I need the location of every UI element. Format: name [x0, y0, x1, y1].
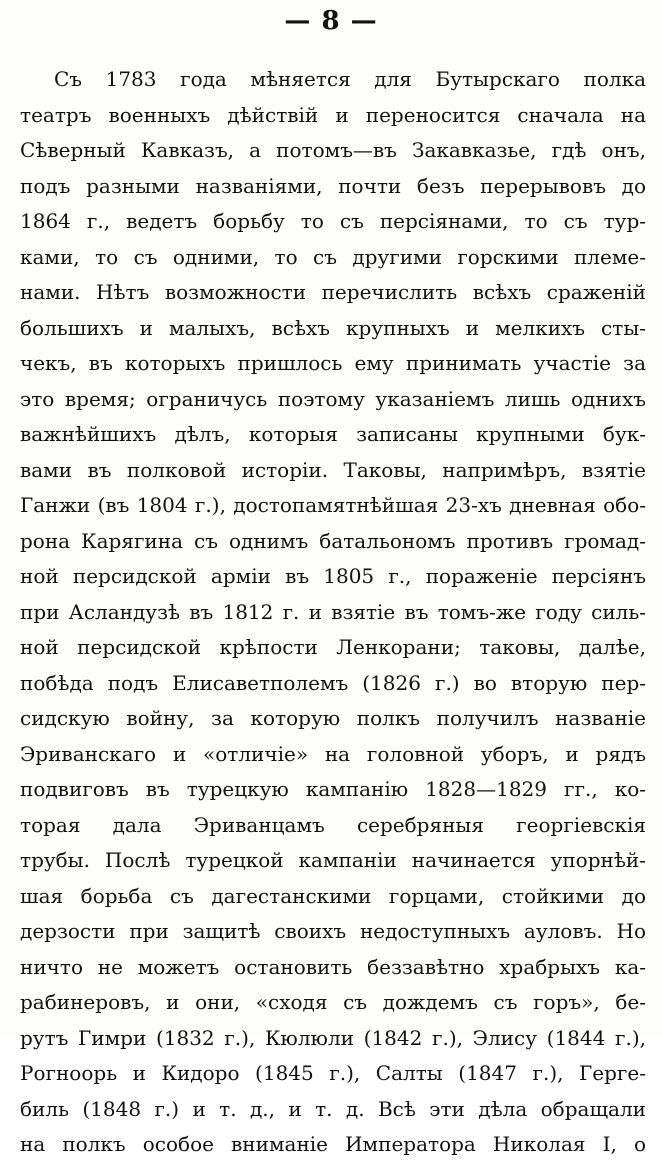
text-line: рона Карягина съ однимъ батальономъ противъ громад- — [20, 528, 646, 553]
text-line: трубы. Послѣ турецкой кампаніи начинается упорнѣй- — [20, 848, 646, 872]
text-line: нами. Нѣтъ возможности перечислить всѣхъ сраженій — [20, 280, 646, 304]
text-line: дерзости при защитѣ своихъ недоступныхъ ауловъ. Но — [20, 919, 646, 943]
text-line: Сѣверный Кавказъ, а потомъ—въ Закавказье, гдѣ онъ, — [20, 138, 646, 162]
page-number: — 8 — — [284, 6, 378, 36]
text-line: ной персидской крѣпости Ленкорани; таковы, далѣе, — [20, 635, 646, 659]
text-line: сидскую войну, за которую полкъ получилъ названіе — [20, 706, 646, 730]
text-line: чекъ, въ которыхъ пришлось ему принимать участіе за — [20, 351, 646, 375]
text-line: Эриванскаго и «отличіе» на головной уборъ, и рядъ — [20, 741, 646, 766]
text-line: рабинеровъ, и они, «сходя съ дождемъ съ горъ», бе- — [20, 990, 646, 1014]
text-line: на полкъ особое вниманіе Императора Николая I, о — [20, 1132, 646, 1156]
text-line: торая дала Эриванцамъ серебряныя георгіевскія — [20, 812, 646, 837]
body-text — [20, 62, 646, 1163]
text-line: 1864 г., ведетъ борьбу то съ персіянами, то съ тур- — [20, 209, 646, 233]
text-line: Ганжи (въ 1804 г.), достопамятнѣйшая 23-хъ дневная обо- — [20, 493, 646, 517]
text-line: рутъ Гимри (1832 г.), Кюлюли (1842 г.), Элису (1844 г.), — [20, 1025, 646, 1050]
text-line: биль (1848 г.) и т. д., и т. д. Всѣ эти дѣла обращали — [20, 1096, 646, 1121]
text-line: важнѣйшихъ дѣлъ, которыя записаны крупными бук- — [20, 422, 646, 446]
text-line: большихъ и малыхъ, всѣхъ крупныхъ и мелкихъ сты- — [20, 315, 646, 340]
text-line: подъ разными названіями, почти безъ перерывовъ до — [20, 173, 646, 198]
text-line: ной персидской арміи въ 1805 г., пораженіе персіянъ — [20, 564, 646, 588]
text-line: ками, то съ одними, то съ другими горскими племе- — [20, 244, 646, 269]
text-line: Съ 1783 года мѣняется для Бутырскаго полка — [54, 67, 646, 91]
text-line: при Асландузѣ въ 1812 г. и взятіе въ томъ-же году силь- — [20, 599, 646, 624]
text-line: побѣда подъ Елисаветполемъ (1826 г.) во вторую пер- — [20, 670, 646, 695]
text-line: это время; ограничусь поэтому указаніемъ лишь однихъ — [20, 386, 646, 411]
text-line: Рогноорь и Кидоро (1845 г.), Салты (1847 г.), Герге- — [20, 1061, 646, 1085]
text-line: театръ военныхъ дѣйствій и переносится сначала на — [20, 102, 646, 127]
text-line: шая борьба съ дагестанскими горцами, стойкими до — [20, 883, 646, 908]
text-line: вами въ полковой исторіи. Таковы, напримѣръ, взятіе — [20, 457, 646, 482]
text-line: подвиговъ въ турецкую кампанію 1828—1829 гг., ко- — [20, 777, 646, 801]
text-line: ничто не можетъ остановить беззавѣтно храбрыхъ ка- — [20, 954, 646, 979]
